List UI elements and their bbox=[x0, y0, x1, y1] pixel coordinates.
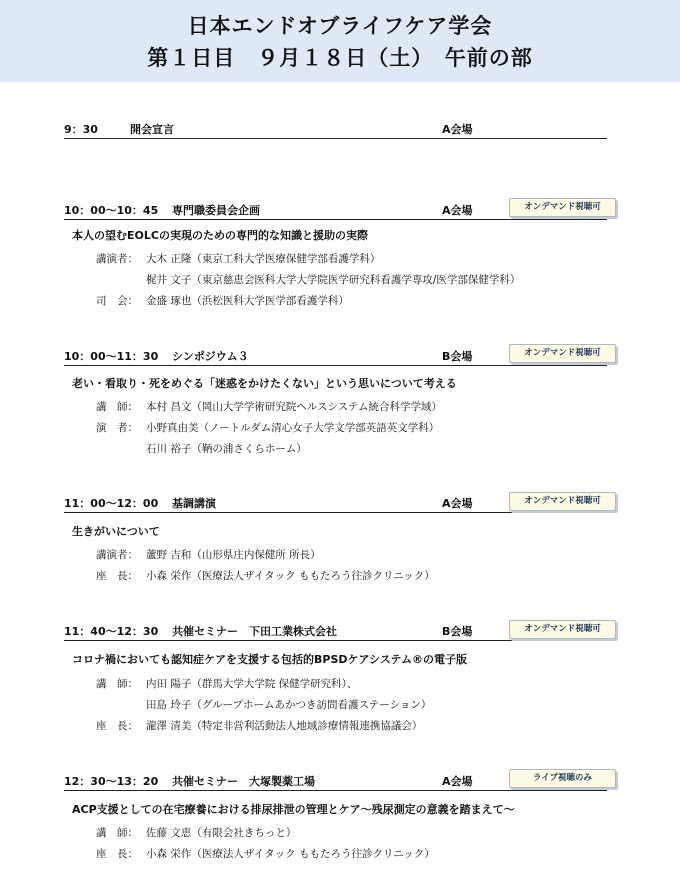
person-name: 大木 正隆（東京工科大学医療保健学部看護学科） bbox=[146, 253, 381, 265]
person-name: 小森 栄作（医療法人ザイタック ももたろう往診クリニック） bbox=[146, 570, 435, 582]
program-header bbox=[0, 0, 680, 82]
person-name: 金盛 琢也（浜松医科大学医学部看護学科） bbox=[146, 295, 349, 307]
session-room: A会場 bbox=[442, 204, 473, 217]
session-header-row bbox=[64, 124, 607, 139]
person-name: 梶井 文子（東京慈恵会医科大学大学院医学研究科看護学専攻/医学部保健学科） bbox=[146, 274, 521, 286]
person-role: 講 師： bbox=[96, 827, 138, 839]
session-title: 共催セミナー 下田工業株式会社 bbox=[172, 625, 337, 638]
session-time: 9：30 bbox=[64, 123, 98, 136]
session-time: 10：00～11：30 bbox=[64, 350, 159, 363]
person-role: 座 長： bbox=[96, 570, 138, 582]
session-time: 11：00～12：00 bbox=[64, 497, 159, 510]
person-role: 座 長： bbox=[96, 848, 138, 860]
on-demand-badge: オンデマンド視聴可 bbox=[509, 344, 616, 363]
person-name: 蘆野 吉和（山形県庄内保健所 所長） bbox=[146, 549, 321, 561]
society-title: 日本エンドオブライフケア学会 bbox=[187, 14, 493, 38]
session-topic: 本人の望むEOLCの実現のための専門的な知識と援助の実際 bbox=[72, 229, 368, 242]
session-room: B会場 bbox=[442, 625, 473, 638]
on-demand-badge: オンデマンド視聴可 bbox=[509, 492, 616, 511]
session-topic: 生きがいについて bbox=[72, 525, 160, 538]
person-role: 講 師： bbox=[96, 401, 138, 413]
session-title: 基調講演 bbox=[172, 497, 216, 510]
on-demand-badge: オンデマンド視聴可 bbox=[509, 198, 616, 217]
live-only-badge: ライブ視聴のみ bbox=[509, 769, 616, 788]
person-role: 演 者： bbox=[96, 422, 138, 434]
day-title: 第１日目 ９月１８日（土） 午前の部 bbox=[147, 46, 533, 70]
session-room: A会場 bbox=[442, 123, 473, 136]
session-room: B会場 bbox=[442, 350, 473, 363]
on-demand-badge: オンデマンド視聴可 bbox=[509, 620, 616, 639]
session-topic: ACP支援としての在宅療養における排尿排泄の管理とケア～残尿測定の意義を踏まえて～ bbox=[72, 803, 515, 816]
person-name: 小野真由美（ノートルダム清心女子大学文学部英語英文学科） bbox=[146, 422, 440, 434]
session-topic: 老い・看取り・死をめぐる「迷惑をかけたくない」という思いについて考える bbox=[72, 377, 457, 390]
person-role: 講演者： bbox=[96, 253, 138, 265]
session-time: 12：30～13：20 bbox=[64, 775, 159, 788]
session-title: 共催セミナー 大塚製薬工場 bbox=[172, 775, 315, 788]
person-role: 講演者： bbox=[96, 549, 138, 561]
session-time: 11：40～12：30 bbox=[64, 625, 159, 638]
person-name: 瀧澤 清美（特定非営利活動法人地域診療情報連携協議会） bbox=[146, 720, 423, 732]
session-room: A会場 bbox=[442, 775, 473, 788]
session-time: 10：00～10：45 bbox=[64, 204, 159, 217]
person-role: 講 師： bbox=[96, 678, 138, 690]
person-role: 司 会： bbox=[96, 295, 138, 307]
person-name: 内田 陽子（群馬大学大学院 保健学研究科）、 bbox=[146, 678, 358, 690]
session-title: 専門職委員会企画 bbox=[172, 204, 260, 217]
session-room: A会場 bbox=[442, 497, 473, 510]
person-role: 座 長： bbox=[96, 720, 138, 732]
person-name: 石川 裕子（鞆の浦さくらホーム） bbox=[146, 443, 307, 455]
person-name: 佐藤 文恵（有限会社きちっと） bbox=[146, 827, 297, 839]
person-name: 小森 栄作（医療法人ザイタック ももたろう往診クリニック） bbox=[146, 848, 435, 860]
person-name: 田島 玲子（グループホームあかつき訪問看護ステーション） bbox=[146, 699, 432, 711]
session-topic: コロナ禍においても認知症ケアを支援する包括的BPSDケアシステム®の電子版 bbox=[72, 653, 467, 666]
person-name: 本村 昌文（岡山大学学術研究院ヘルスシステム統合科学学域） bbox=[146, 401, 442, 413]
session-title: シンポジウム３ bbox=[172, 350, 249, 363]
session-title: 開会宣言 bbox=[130, 123, 174, 136]
